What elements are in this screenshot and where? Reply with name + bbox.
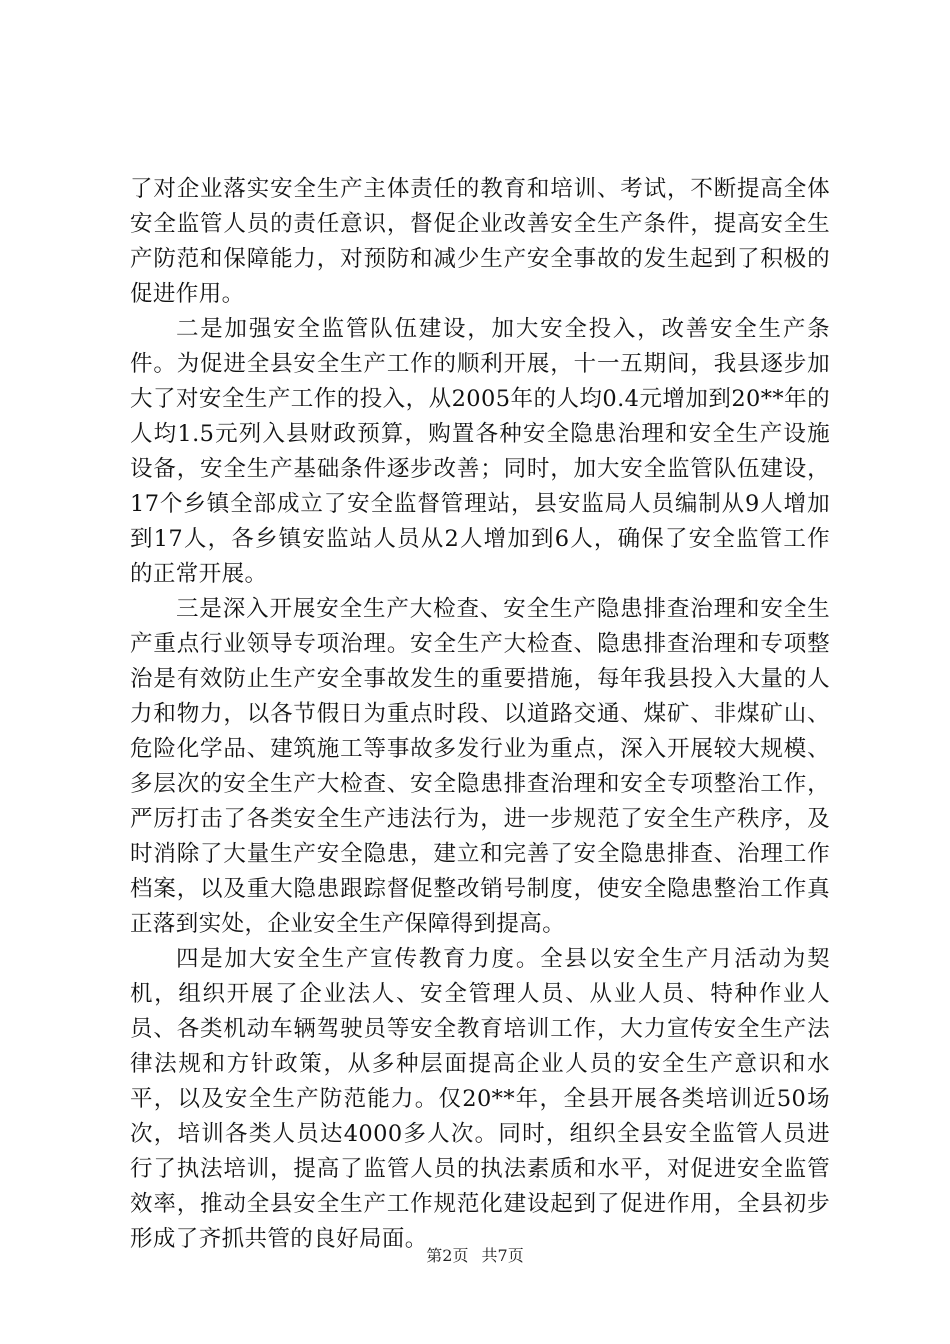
paragraph-inspection: 三是深入开展安全生产大检查、安全生产隐患排查治理和安全生产重点行业领导专项治理。安全生产大检查、隐患排查治理和专项整治是有效防止生产安全事故发生的重要措施，每年我县投入大量的人力和物力，以各节假日为重点时段、以道路交通、煤矿、非煤矿山、危险化学品、建筑施工等事故多发行业为重点，深入开展较大规模、多层次的安全生产大检查、安全隐患排查治理和安全专项整治工作，严厉打击了各类安全生产违法行为，进一步规范了安全生产秩序，及时消除了大量生产安全隐患，建立和完善了安全隐患排查、治理工作档案，以及重大隐患跟踪督促整改销号制度，使安全隐患整治工作真正落到实处，企业安全生产保障得到提高。 (130, 596, 830, 937)
page-footer (0, 1246, 950, 1266)
paragraph-education: 四是加大安全生产宣传教育力度。全县以安全生产月活动为契机，组织开展了企业法人、安全管理人员、从业人员、特种作业人员、各类机动车辆驾驶员等安全教育培训工作，大力宣传安全生产法律法规和方针政策，从多种层面提高企业人员的安全生产意识和水平，以及安全生产防范能力。仅20**年，全县开展各类培训近50场次，培训各类人员达4000多人次。同时，组织全县安全监管人员进行了执法培训，提高了监管人员的执法素质和水平，对促进安全监管效率，推动全县安全生产工作规范化建设起到了促进作用，全县初步形成了齐抓共管的良好局面。 (130, 946, 830, 1252)
paragraph-continuation: 了对企业落实安全生产主体责任的教育和培训、考试，不断提高全体安全监管人员的责任意识，督促企业改善安全生产条件，提高安全生产防范和保障能力，对预防和减少生产安全事故的发生起到了积极的促进作用。 (130, 176, 830, 307)
document-body (130, 172, 830, 1257)
paragraph-team-building: 二是加强安全监管队伍建设，加大安全投入，改善安全生产条件。为促进全县安全生产工作的顺利开展，十一五期间，我县逐步加大了对安全生产工作的投入，从2005年的人均0.4元增加到20**年的人均1.5元列入县财政预算，购置各种安全隐患治理和安全生产设施设备，安全生产基础条件逐步改善；同时，加大安全监管队伍建设，17个乡镇全部成立了安全监督管理站，县安监局人员编制从9人增加到17人，各乡镇安监站人员从2人增加到6人，确保了安全监管工作的正常开展。 (130, 316, 830, 587)
page-number: 第2页 (426, 1246, 469, 1265)
page-total: 共7页 (481, 1246, 524, 1265)
